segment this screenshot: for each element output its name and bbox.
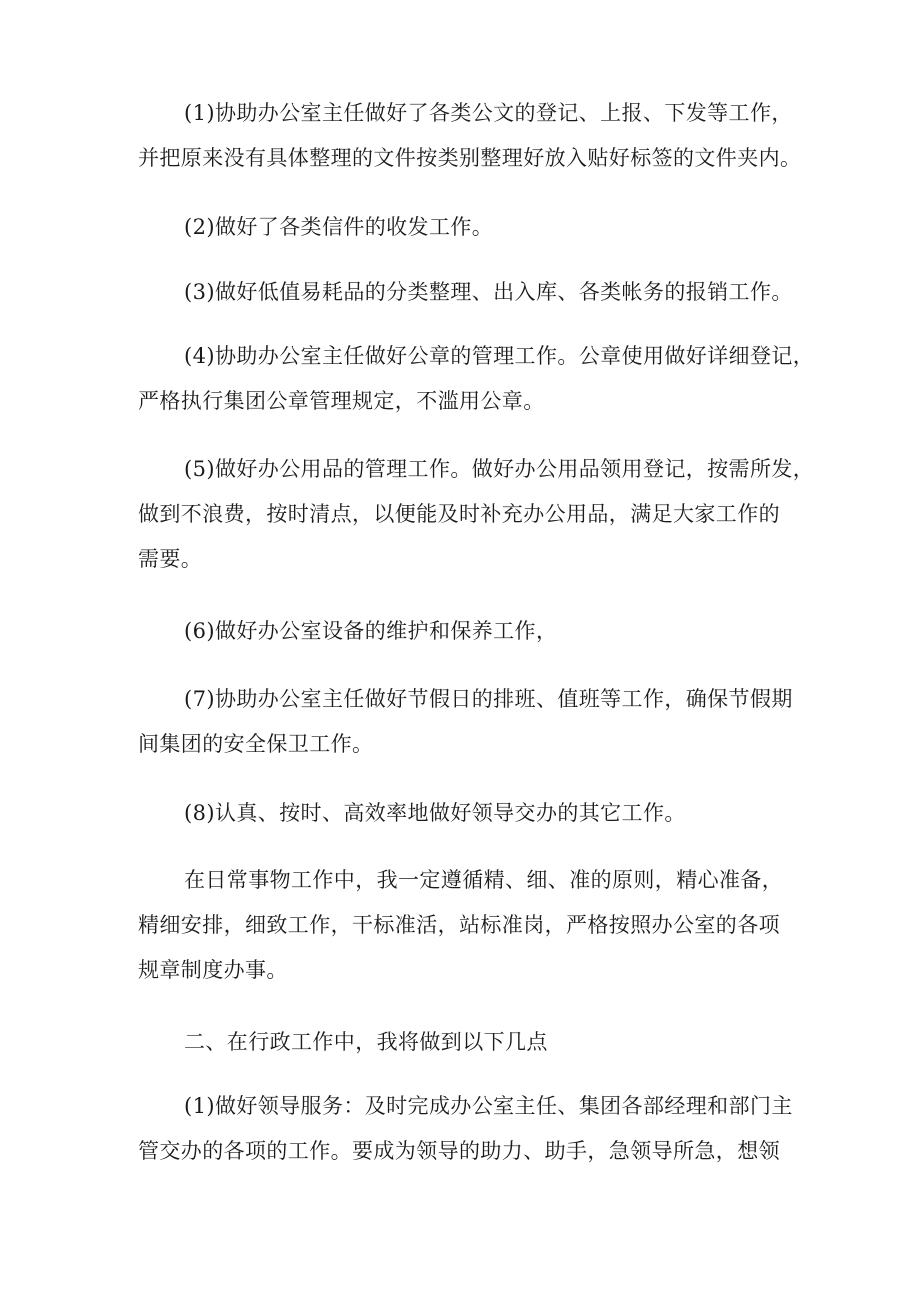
paragraph-line: (1)做好领导服务：及时完成办公室主任、集团各部经理和部门主 [184,1094,793,1118]
paragraph-line: (2)做好了各类信件的收发工作。 [184,215,494,239]
paragraph-line: 做到不浪费，按时清点，以便能及时补充办公用品，满足大家工作的 [138,502,780,526]
paragraph-item-7 [138,677,806,767]
paragraph-line: 规章制度办事。 [138,958,288,982]
paragraph-line: (7)协助办公室主任做好节假日的排班、值班等工作，确保节假期 [184,687,793,711]
paragraph-item-3 [138,270,806,315]
paragraph-line: 在日常事物工作中，我一定遵循精、细、准的原则，精心准备， [184,868,784,892]
paragraph-item-1 [138,91,806,181]
paragraph-line: (8)认真、按时、高效率地做好领导交办的其它工作。 [184,801,686,825]
paragraph-line: 需要。 [138,547,203,571]
paragraph-line: (3)做好低值易耗品的分类整理、出入库、各类帐务的报销工作。 [184,280,793,304]
paragraph-item-4 [138,334,815,424]
paragraph-line: (5)做好办公用品的管理工作。做好办公用品领用登记，按需所发， [184,457,815,481]
paragraph-line: (6)做好办公室设备的维护和保养工作， [184,619,558,643]
paragraph-item-9 [138,858,806,993]
section-heading [138,1020,806,1065]
paragraph-line: 间集团的安全保卫工作。 [138,732,374,756]
paragraph-item-6 [138,609,806,654]
paragraph-line: 二、在行政工作中，我将做到以下几点 [184,1030,548,1054]
paragraph-item-5 [138,447,815,582]
paragraph-item-2 [138,205,806,250]
paragraph-line: 精细安排，细致工作，干标准活，站标准岗，严格按照办公室的各项 [138,913,780,937]
paragraph-line: 严格执行集团公章管理规定，不滥用公章。 [138,389,545,413]
paragraph-line: 并把原来没有具体整理的文件按类别整理好放入贴好标签的文件夹内。 [138,146,802,170]
paragraph-item-8 [138,791,806,836]
paragraph-item-11 [138,1084,806,1174]
paragraph-line: (1)协助办公室主任做好了各类公文的登记、上报、下发等工作， [184,101,793,125]
paragraph-line: (4)协助办公室主任做好公章的管理工作。公章使用做好详细登记， [184,344,815,368]
paragraph-line: 管交办的各项的工作。要成为领导的助力、助手，急领导所急，想领 [138,1139,780,1163]
